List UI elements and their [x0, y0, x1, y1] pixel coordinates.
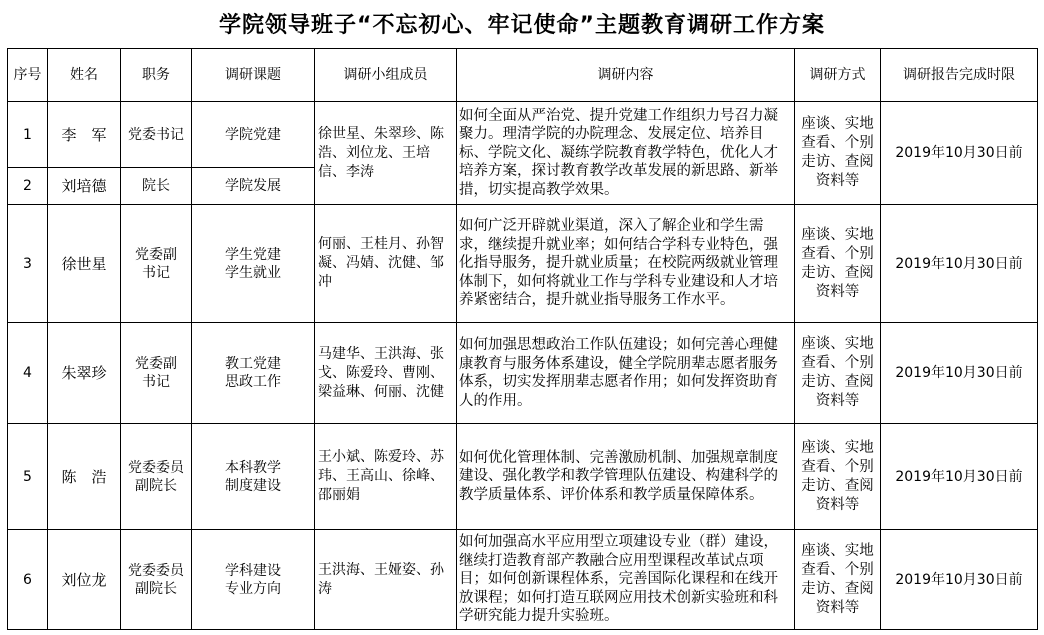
row-no: 1	[8, 102, 48, 168]
row-method: 座谈、实地查看、个别走访、查阅资料等	[795, 424, 881, 530]
row-no: 3	[8, 205, 48, 323]
row-deadline: 2019年10月30日前	[881, 205, 1038, 323]
row-title-text: 党委委员副院长	[128, 459, 184, 494]
table-row	[8, 424, 1038, 530]
row-content: 如何全面从严治党、提升党建工作组织力号召力凝聚力。理清学院的办院理念、发展定位、培养目标、学院文化、凝练学院教育教学特色，优化人才培养方案，探讨教育教学改革发展的新思路、新举措，切实提高教学效果。	[457, 102, 795, 205]
row-method: 座谈、实地查看、个别走访、查阅资料等	[795, 530, 881, 630]
row-deadline: 2019年10月30日前	[881, 323, 1038, 424]
row-no: 5	[8, 424, 48, 530]
header-cell-method: 调研方式	[795, 49, 881, 102]
row-topic	[192, 205, 315, 323]
header-cell-name: 姓名	[48, 49, 121, 102]
row-name: 刘培德	[48, 168, 121, 205]
row-title-text: 党委副书记	[135, 356, 177, 390]
row-title	[121, 205, 192, 323]
row-title	[121, 323, 192, 424]
row-content: 如何加强高水平应用型立项建设专业（群）建设，继续打造教育部产教融合应用型课程改革试点项目；如何创新课程体系，完善国际化课程和在线开放课程；如何打造互联网应用技术创新实验班和科学研究能力提升实验班。	[457, 530, 795, 630]
row-name: 陈 浩	[48, 424, 121, 530]
row-method: 座谈、实地查看、个别走访、查阅资料等	[795, 205, 881, 323]
row-no: 4	[8, 323, 48, 424]
row-topic	[192, 323, 315, 424]
table-row	[8, 323, 1038, 424]
row-no: 2	[8, 168, 48, 205]
row-title: 院长	[121, 168, 192, 205]
row-title-text: 党委副书记	[135, 246, 177, 281]
header-cell-title: 职务	[121, 49, 192, 102]
row-topic-text: 教工党建思政工作	[225, 356, 281, 390]
row-topic-text: 学生党建学生就业	[225, 246, 281, 281]
row-deadline: 2019年10月30日前	[881, 424, 1038, 530]
row-title	[121, 530, 192, 630]
row-name: 徐世星	[48, 205, 121, 323]
row-members: 徐世星、朱翠珍、陈浩、刘位龙、王培信、李涛	[315, 102, 457, 205]
row-deadline: 2019年10月30日前	[881, 530, 1038, 630]
header-cell-content: 调研内容	[457, 49, 795, 102]
row-name: 刘位龙	[48, 530, 121, 630]
row-topic: 学院发展	[192, 168, 315, 205]
row-name: 李 军	[48, 102, 121, 168]
row-no: 6	[8, 530, 48, 630]
table-row	[8, 205, 1038, 323]
row-members: 何丽、王桂月、孙智凝、冯婧、沈健、邹冲	[315, 205, 457, 323]
table-row	[8, 102, 1038, 168]
row-content: 如何优化管理体制、完善激励机制、加强规章制度建设、强化教学和教学管理队伍建设、构建科学的教学质量体系、评价体系和教学质量保障体系。	[457, 424, 795, 530]
row-topic-text: 学科建设专业方向	[225, 562, 281, 597]
row-content: 如何加强思想政治工作队伍建设；如何完善心理健康教育与服务体系建设，健全学院朋辈志愿者服务体系，切实发挥朋辈志愿者作用；如何发挥资助育人的作用。	[457, 323, 795, 424]
row-topic	[192, 424, 315, 530]
row-name: 朱翠珍	[48, 323, 121, 424]
row-topic	[192, 530, 315, 630]
research-plan-table	[7, 48, 1038, 630]
row-title	[121, 424, 192, 530]
row-content: 如何广泛开辟就业渠道，深入了解企业和学生需求，继续提升就业率；如何结合学科专业特色，强化指导服务，提升就业质量；在校院两级就业管理体制下，如何将就业工作与学科专业建设和人才培养紧密结合，提升就业指导服务工作水平。	[457, 205, 795, 323]
table-row	[8, 530, 1038, 630]
row-members: 王小斌、陈爱玲、苏玮、王高山、徐峰、邵丽娟	[315, 424, 457, 530]
row-title-text: 党委委员副院长	[128, 562, 184, 597]
header-cell-no: 序号	[8, 49, 48, 102]
row-deadline: 2019年10月30日前	[881, 102, 1038, 205]
row-topic-text: 本科教学制度建设	[225, 459, 281, 494]
row-title: 党委书记	[121, 102, 192, 168]
header-row	[8, 49, 1038, 102]
page-title: 学院领导班子“不忘初心、牢记使命”主题教育调研工作方案	[219, 12, 825, 38]
row-method: 座谈、实地查看、个别走访、查阅资料等	[795, 323, 881, 424]
header-cell-members: 调研小组成员	[315, 49, 457, 102]
row-topic: 学院党建	[192, 102, 315, 168]
row-members: 王洪海、王娅姿、孙涛	[315, 530, 457, 630]
row-method: 座谈、实地查看、个别走访、查阅资料等	[795, 102, 881, 205]
row-members: 马建华、王洪海、张戈、陈爱玲、曹刚、梁益琳、何丽、沈健	[315, 323, 457, 424]
header-cell-topic: 调研课题	[192, 49, 315, 102]
header-cell-deadline: 调研报告完成时限	[881, 49, 1038, 102]
